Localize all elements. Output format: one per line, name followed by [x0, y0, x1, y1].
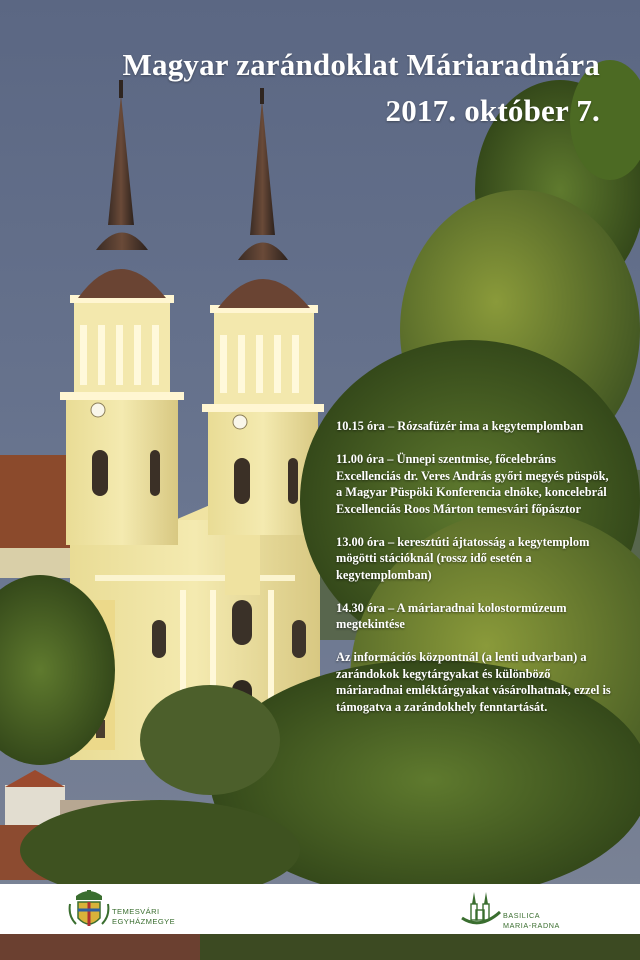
- basilica-towers-logo-icon: [460, 888, 502, 928]
- basilica-name: [503, 911, 560, 930]
- program-schedule: [336, 418, 616, 732]
- program-item: 14.30 óra – A máriaradnai kolostormúzeum megtekintése: [336, 600, 567, 631]
- diocese-name-line-2: EGYHÁZMEGYE: [112, 917, 176, 926]
- diocese-logo-group: [68, 888, 208, 930]
- poster-title: [40, 42, 600, 134]
- basilica-name-line-2: MARIA-RADNA: [503, 920, 560, 930]
- title-line-1: Magyar zarándoklat Máriaradnára: [122, 47, 600, 82]
- diocese-name-line-1: TEMESVÁRI: [112, 907, 160, 916]
- diocese-name: [112, 907, 175, 927]
- footer-bar: [0, 884, 640, 934]
- diocese-coat-of-arms-icon: [68, 888, 110, 932]
- basilica-name-line-1: BASILICA: [503, 911, 541, 920]
- title-date: 2017. október 7.: [385, 93, 600, 128]
- program-item: 10.15 óra – Rózsafüzér ima a kegytemplomban: [336, 419, 584, 433]
- basilica-logo-group: [460, 888, 580, 930]
- program-item: 13.00 óra – keresztúti ájtatosság a kegytemplom mögötti stációknál (rossz idő esetén a kegytemplomban): [336, 534, 590, 582]
- program-item: 11.00 óra – Ünnepi szentmise, főcelebráns Excellenciás dr. Veres András győri megyés püspök, a Magyar Püspöki Konferencia elnöke, koncelebrál Excellenciás Roos Márton temesvári főpásztor: [336, 452, 609, 516]
- info-note: Az információs központnál (a lenti udvarban) a zarándokok kegytárgyakat és különböző máriaradnai emléktárgyakat vásárolhatnak, ezzel is támogatva a zarándokhely fenntartását.: [336, 650, 611, 714]
